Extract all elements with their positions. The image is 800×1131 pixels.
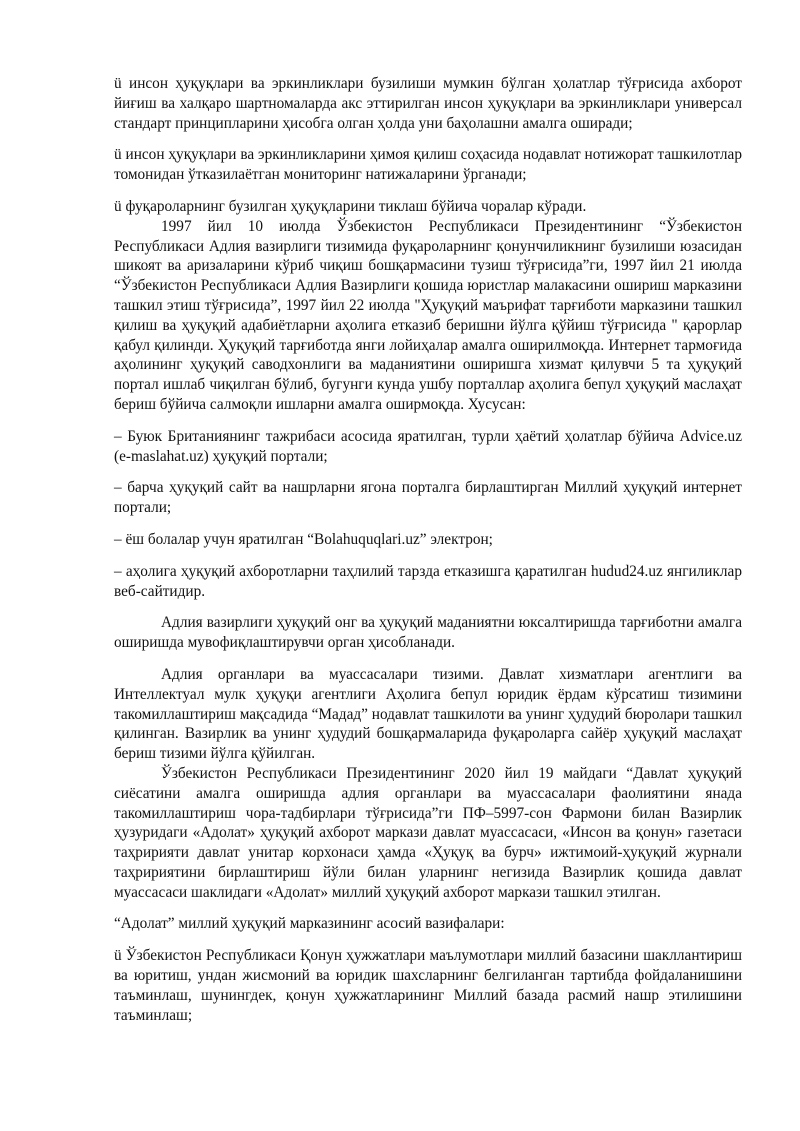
body-paragraph-decree-2020: Ўзбекистон Республикаси Президентининг 2020 йил 19 майдаги “Давлат ҳуқуқий сиёсатини амалга оширишда адлия органлари ва муассасалари фаолиятини янада такомиллаштириш чора-тадбирлари тўғрисида”ги ПФ–5997-сон Фармони билан Вазирлик ҳузуридаги «Адолат» ҳуқуқий ахборот маркази давлат муассасаси, «Инсон ва қонун» газетаси таҳририяти давлат унитар корхонаси ҳамда «Ҳуқуқ ва бурч» ижтимоий-ҳуқуқий журнали таҳририятини бирлаштириш йўли билан уларнинг негизида Вазирлик қошида давлат муассасаси шаклидаги «Адолат» миллий ҳуқуқий ахборот маркази ташкил этилган. xyxy=(114,764,742,901)
body-paragraph-justice-system: Адлия органлари ва муассасалари тизими. Давлат хизматлари агентлиги ва Интеллектуал мулк ҳуқуқи агентлиги Аҳолига бепул юридик ёрдам кўрсатиш тизимини такомиллаштириш мақсадида “Мадад” нодавлат ташкилоти ва унинг ҳудудий бюролари ташкил қилинган. Вазирлик ва унинг ҳудудий бошқармаларида фуқароларга сайёр ҳуқуқий маслаҳат бериш тизими йўлга қўйилган. xyxy=(114,665,742,763)
section-heading-adolat-tasks: “Адолат” миллий ҳуқуқий марказининг асосий вазифалари: xyxy=(114,915,505,933)
bullet-paragraph-database: ü Ўзбекистон Республикаси Қонун ҳужжатлари маълумотлари миллий базасини шакллантириш ва юритиш, ундан жисмоний ва юридик шахсларнинг белгиланган тартибда фойдаланишини таъминлаш, шунингдек, қонун ҳужжатларининг Миллий базада расмий нашр этилишини таъминлаш; xyxy=(114,947,742,1024)
dash-item-bolahuquqlari: – ёш болалар учун яратилган “Bolahuquqlari.uz” электрон; xyxy=(114,530,493,548)
body-paragraph-decrees-1997: 1997 йил 10 июлда Ўзбекистон Республикаси Президентининг “Ўзбекистон Республикаси Адлия вазирлиги тизимида фуқароларнинг қонунчиликнинг бузилиши юзасидан шикоят ва аризаларини кўриб чиқиш бошқармасини тузиш тўғрисида”ги, 1997 йил 21 июлда “Ўзбекистон Республикаси Адлия Вазирлиги қошида юристлар малакасини ошириш марказини ташкил этиш тўғрисида”, 1997 йил 22 июлда "Ҳуқуқий маърифат тарғиботи марказини ташкил қилиш ва ҳуқуқий адабиётларни аҳолига етказиб беришни йўлга қўйиш тўғрисида " қарорлар қабул қилинди. Ҳуқуқий тарғиботда янги лойиҳалар амалга оширилмоқда. Интернет тармоғида аҳолининг ҳуқуқий саводхонлиги ва маданиятини оширишга хизмат қилувчи 5 та ҳуқуқий портал ишлаб чиқилган бўлиб, бугунги кунда ушбу порталлар аҳолига бепул ҳуқуқий маслаҳат бериш бўйича салмоқли ишларни амалга оширмоқда. Хусусан: xyxy=(114,217,742,413)
dash-item-national-portal: – барча ҳуқуқий сайт ва нашрларни ягона порталга бирлаштирган Миллий ҳуқуқий интернет портали; xyxy=(114,479,742,517)
bullet-paragraph-2: ü инсон ҳуқуқлари ва эркинликларини ҳимоя қилиш соҳасида нодавлат нотижорат ташкилотлар томонидан ўтказилаётган мониторинг натижаларини ўрганади; xyxy=(114,146,742,184)
dash-item-advice-portal: – Буюк Британиянинг тажрибаси асосида яратилган, турли ҳаётий ҳолатлар бўйича Advice.uz (e-maslahat.uz) ҳуқуқий портали; xyxy=(114,427,742,465)
bullet-paragraph-3: ü фуқароларнинг бузилган ҳуқуқларини тиклаш бўйича чоралар кўради. xyxy=(114,197,587,215)
document-page xyxy=(114,74,742,1025)
dash-item-hudud24: – аҳолига ҳуқуқий ахборотларни таҳлилий тарзда етказишга қаратилган hudud24.uz янгиликлар веб-сайтидир. xyxy=(114,562,742,600)
body-paragraph-ministry-role: Адлия вазирлиги ҳуқуқий онг ва ҳуқуқий маданиятни юксалтиришда тарғиботни амалга оширишда мувофиқлаштирувчи орган ҳисобланади. xyxy=(114,614,742,652)
bullet-paragraph-1: ü инсон ҳуқуқлари ва эркинликлари бузилиши мумкин бўлган ҳолатлар тўғрисида ахборот йиғиш ва халқаро шартномаларда акс эттирилган инсон ҳуқуқлари ва эркинликлари универсал стандарт принципларини ҳисобга олган ҳолда уни баҳолашни амалга оширади; xyxy=(114,75,742,132)
